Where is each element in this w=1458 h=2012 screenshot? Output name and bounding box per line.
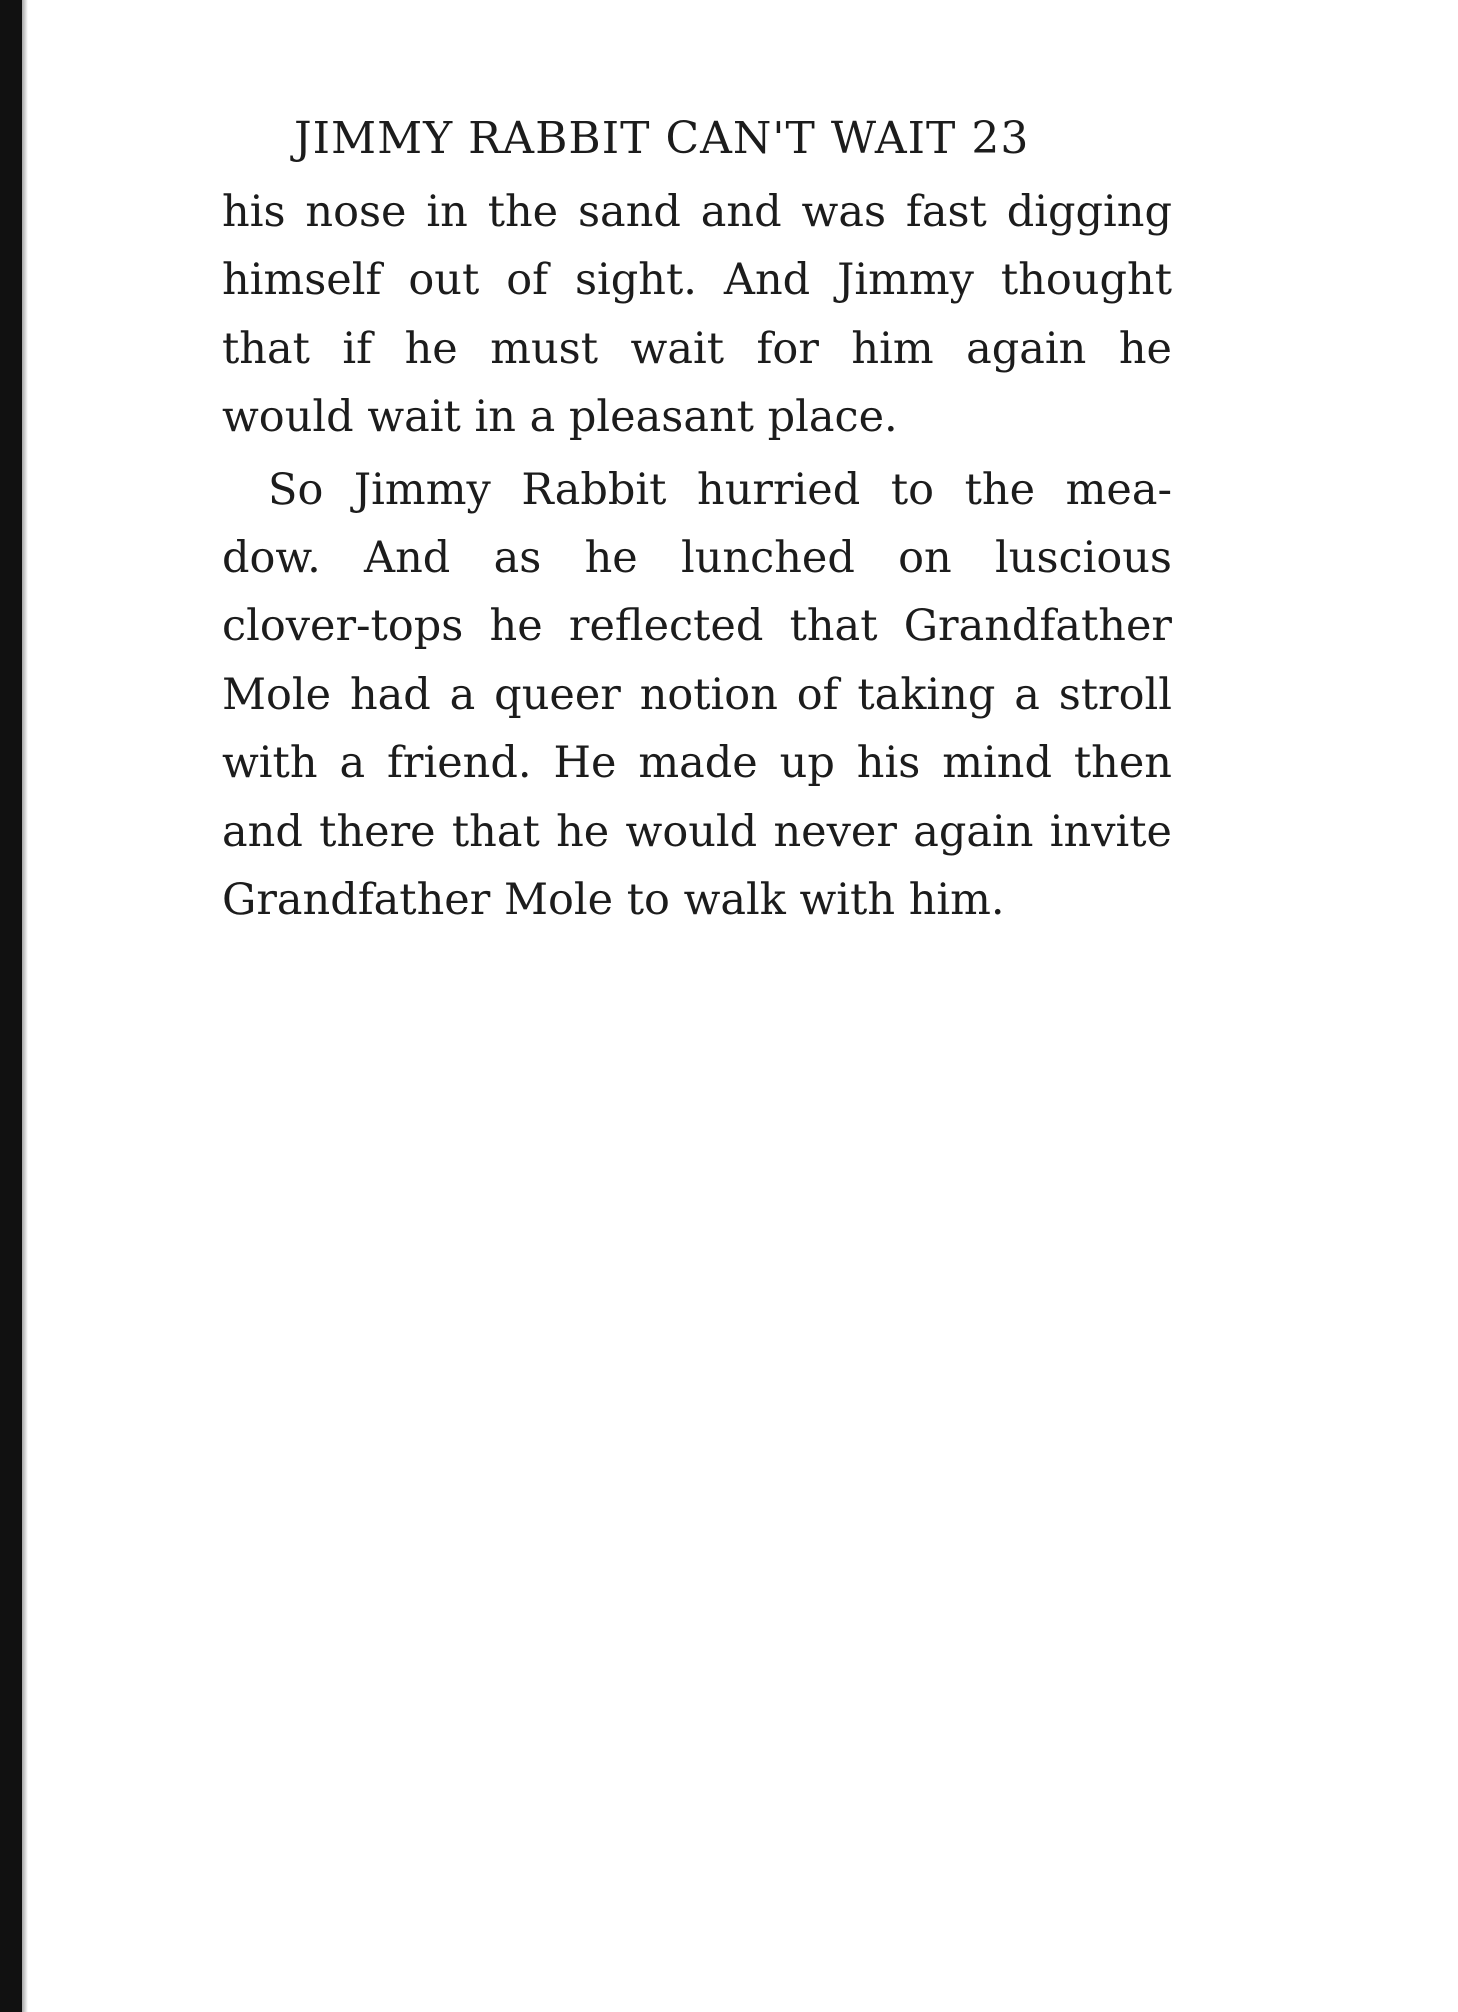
page-number: 23 [971, 113, 1030, 164]
text-line: that if he must wait for him again he [222, 323, 1172, 374]
text-line: Grandfather Mole to walk with him. [222, 875, 1005, 926]
running-head [294, 100, 1172, 178]
text-line: So Jimmy Rabbit hurried to the mea- [268, 464, 1172, 515]
book-page [222, 100, 1172, 934]
text-line: dow. And as he lunched on luscious [222, 533, 1172, 584]
text-line: clover-tops he reflected that Grandfather [222, 601, 1172, 652]
text-line: his nose in the sand and was fast digging [222, 187, 1172, 237]
text-line: himself out of sight. And Jimmy thought [222, 255, 1172, 306]
text-line: with a friend. He made up his mind then [222, 738, 1172, 789]
book-binding-edge [0, 0, 22, 2012]
running-title: JIMMY RABBIT CAN'T WAIT [294, 113, 957, 164]
paragraph-1 [222, 178, 1172, 452]
text-line: would wait in a pleasant place. [222, 392, 898, 443]
paragraph-2 [222, 456, 1172, 935]
text-line: and there that he would never again invite [222, 806, 1172, 857]
text-line: Mole had a queer notion of taking a stroll [222, 669, 1172, 720]
